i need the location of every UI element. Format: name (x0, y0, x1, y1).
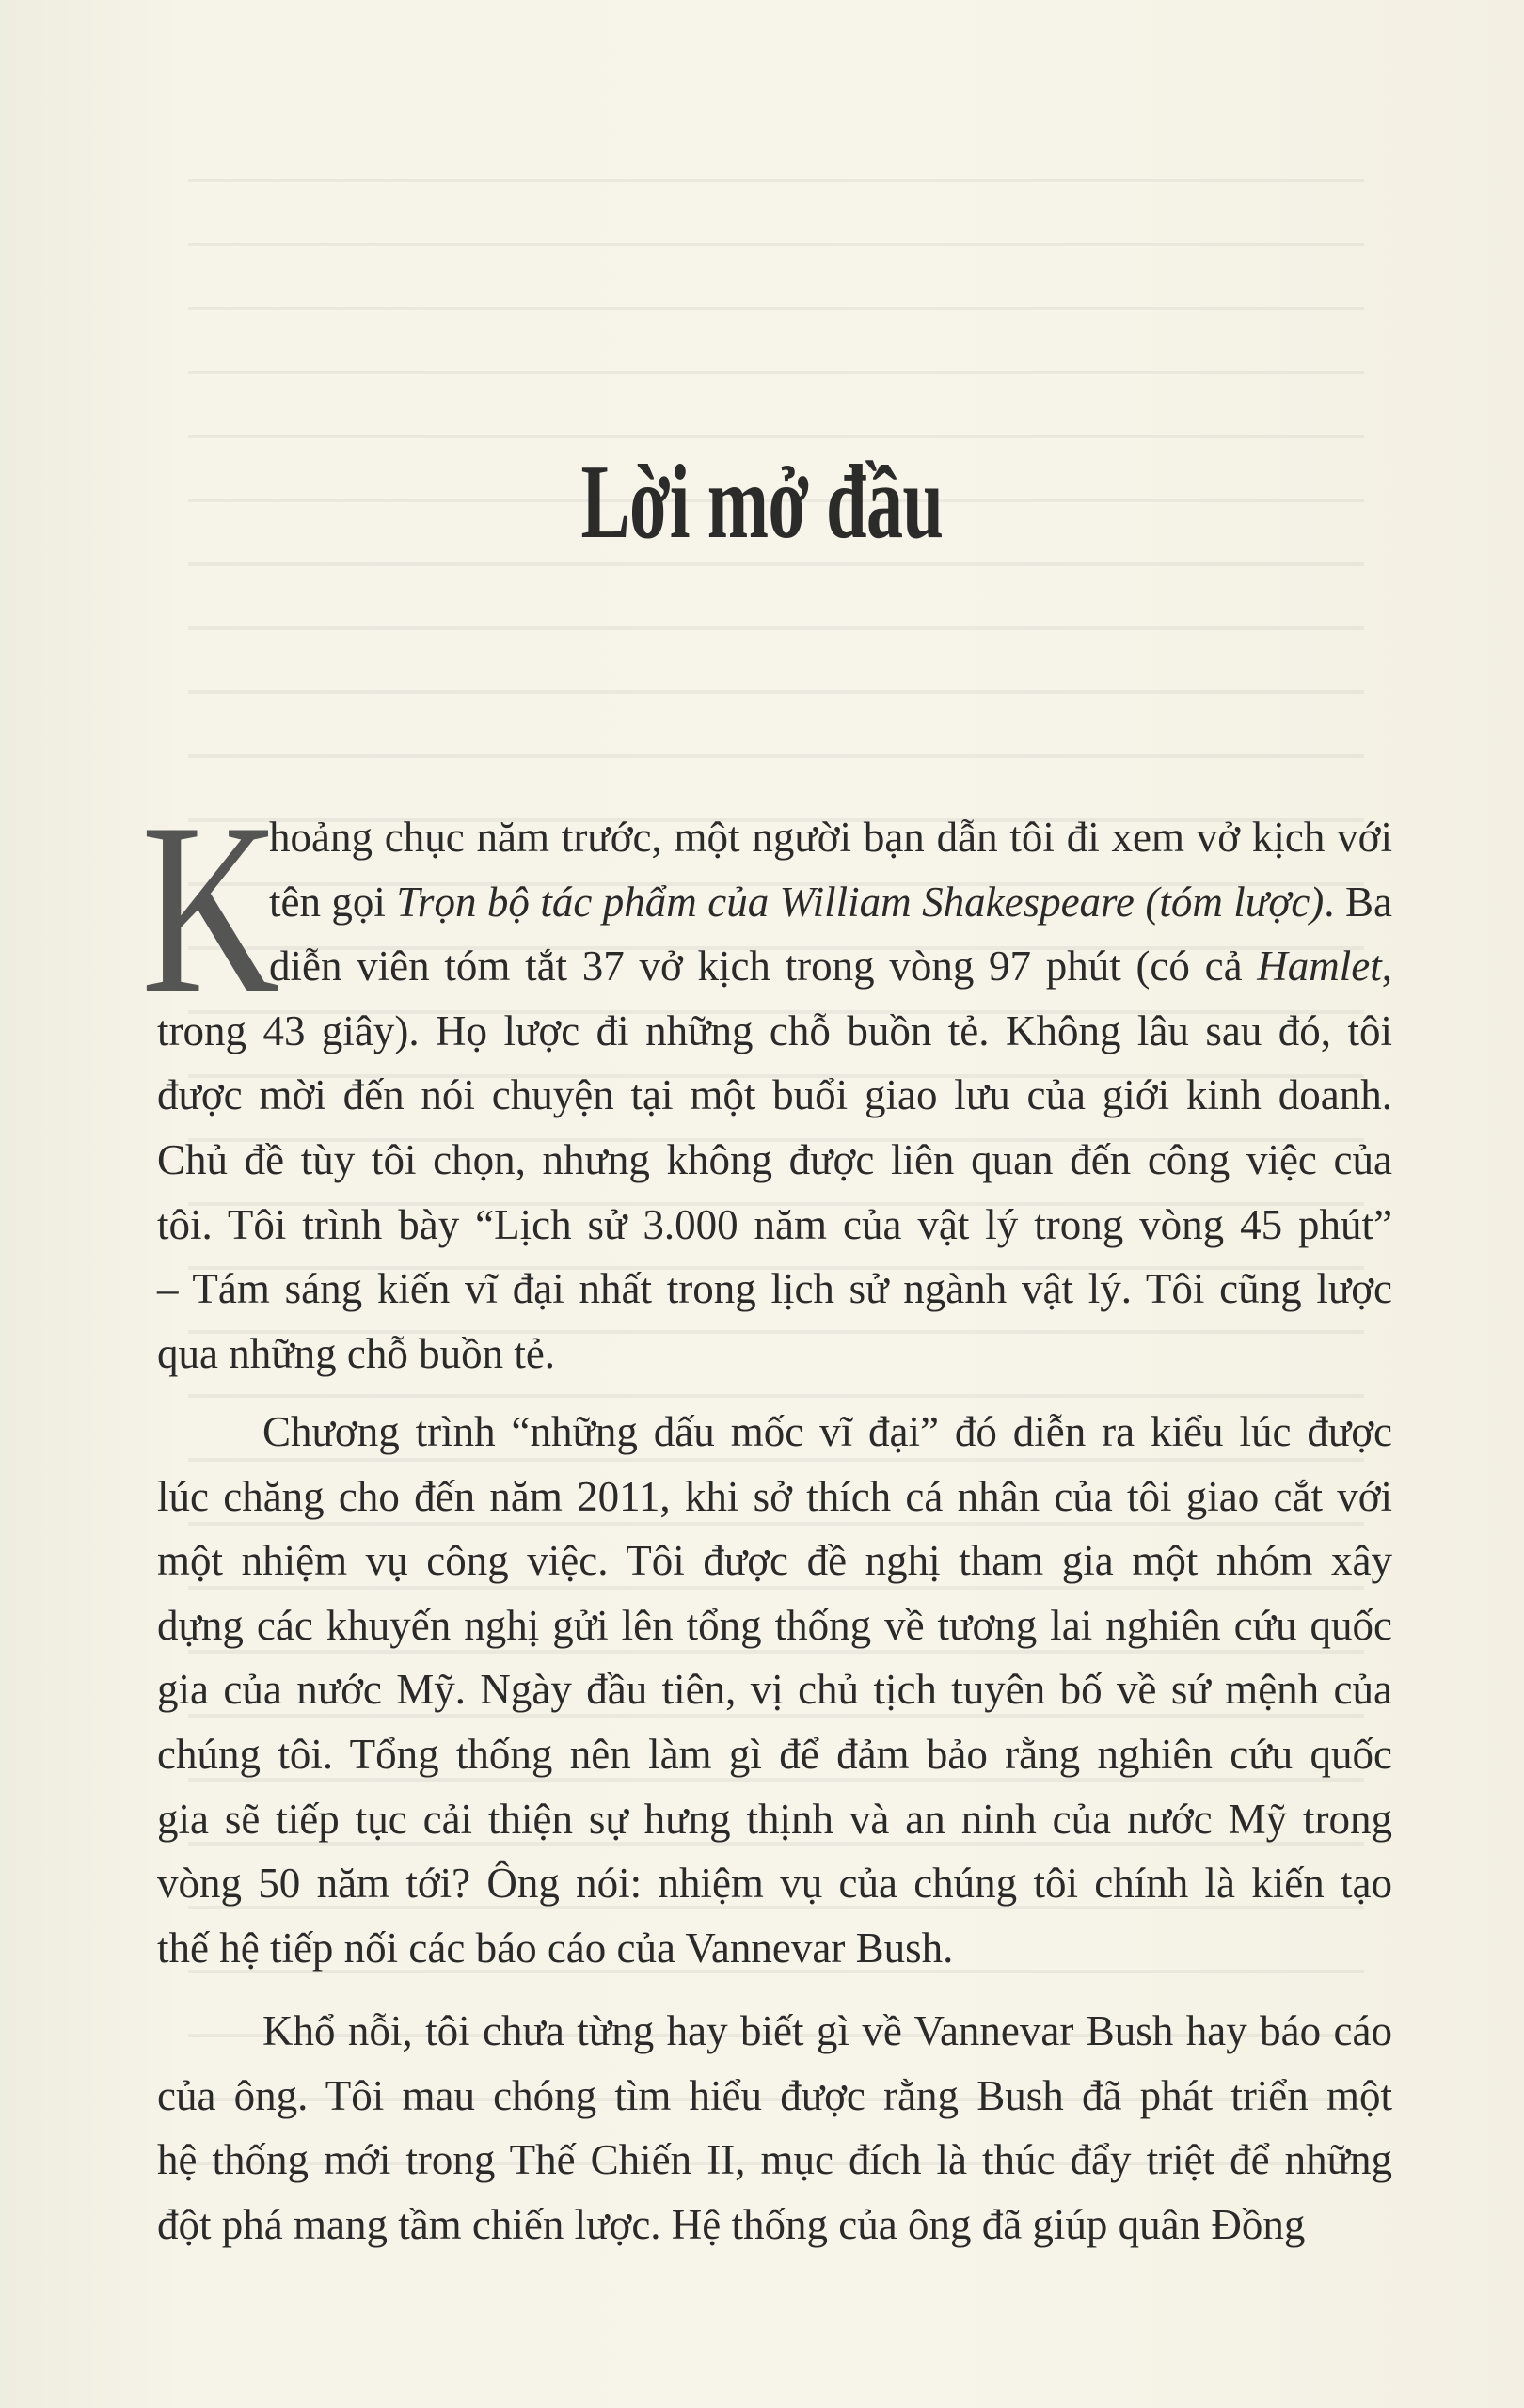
paragraph-1 (157, 805, 1392, 1386)
text-segment: , (1381, 943, 1392, 990)
text-segment: diễn viên tóm tắt 37 vở kịch trong vòng 97 phút (có cả (269, 943, 1258, 990)
chapter-title-text: Lời mở đầu (580, 444, 944, 561)
text-line (157, 1465, 1392, 1529)
text-segment: đột phá mang tầm chiến lược. Hệ thống của ông đã giúp quân Đồng (157, 2200, 1306, 2248)
text-segment: trong 43 giây). Họ lược đi những chỗ buồn tẻ. Không lâu sau đó, tôi (157, 1006, 1392, 1054)
drop-cap: K (141, 772, 280, 1045)
text-line (157, 1529, 1392, 1593)
text-segment: Chủ đề tùy tôi chọn, nhưng không được liên quan đến công việc của (157, 1135, 1392, 1183)
text-segment: gia sẽ tiếp tục cải thiện sự hưng thịnh và an ninh của nước Mỹ trong (157, 1795, 1392, 1843)
text-segment: một nhiệm vụ công việc. Tôi được đề nghị tham gia một nhóm xây (157, 1537, 1392, 1585)
text-segment: hệ thống mới trong Thế Chiến II, mục đích là thúc đẩy triệt để những (157, 2136, 1392, 2184)
text-line (157, 2128, 1392, 2193)
text-line (157, 1657, 1392, 1722)
text-segment: – Tám sáng kiến vĩ đại nhất trong lịch sử ngành vật lý. Tôi cũng lược (157, 1265, 1392, 1313)
text-line (157, 1193, 1392, 1258)
text-segment: Chương trình “những dấu mốc vĩ đại” đó diễn ra kiểu lúc được (262, 1408, 1392, 1455)
text-segment: vòng 50 năm tới? Ông nói: nhiệm vụ của chúng tôi chính là kiến tạo (157, 1860, 1392, 1908)
text-line (157, 2064, 1392, 2129)
paragraph-3 (157, 1999, 1392, 2257)
italic-text: Hamlet (1257, 943, 1382, 990)
text-line (157, 805, 1392, 870)
text-line (157, 2193, 1392, 2258)
text-segment: của ông. Tôi mau chóng tìm hiểu được rằng Bush đã phát triển một (157, 2071, 1392, 2119)
text-line (157, 1593, 1392, 1658)
text-segment: hoảng chục năm trước, một người bạn dẫn tôi đi xem vở kịch với (269, 814, 1392, 861)
text-segment: gia của nước Mỹ. Ngày đầu tiên, vị chủ tịch tuyên bố về sứ mệnh của (157, 1666, 1392, 1714)
text-line (157, 1722, 1392, 1787)
text-line (157, 934, 1392, 999)
text-segment: dựng các khuyến nghị gửi lên tổng thống về tương lai nghiên cứu quốc (157, 1601, 1392, 1649)
text-segment: thế hệ tiếp nối các báo cáo của Vannevar Bush. (157, 1924, 954, 1972)
italic-text: Trọn bộ tác phẩm của William Shakespeare (tóm lược) (396, 878, 1325, 926)
text-segment: được mời đến nói chuyện tại một buổi giao lưu của giới kinh doanh. (157, 1071, 1392, 1119)
text-line (157, 870, 1392, 935)
text-line (157, 1128, 1392, 1193)
text-line (157, 1916, 1392, 1981)
text-line (157, 1999, 1392, 2064)
text-line (157, 1787, 1392, 1852)
text-segment: qua những chỗ buồn tẻ. (157, 1329, 556, 1377)
text-line (157, 1851, 1392, 1916)
paragraph-2 (157, 1400, 1392, 1980)
chapter-title (0, 442, 1524, 563)
text-segment: Khổ nỗi, tôi chưa từng hay biết gì về Vannevar Bush hay báo cáo (262, 2007, 1392, 2054)
text-segment: . Ba (1324, 878, 1392, 926)
text-line (157, 1322, 1392, 1386)
text-line (157, 1257, 1392, 1322)
text-line (157, 1400, 1392, 1465)
text-line (157, 999, 1392, 1064)
text-segment: tôi. Tôi trình bày “Lịch sử 3.000 năm của vật lý trong vòng 45 phút” (157, 1200, 1392, 1248)
text-segment: chúng tôi. Tổng thống nên làm gì để đảm bảo rằng nghiên cứu quốc (157, 1730, 1392, 1778)
text-segment: lúc chăng cho đến năm 2011, khi sở thích cá nhân của tôi giao cắt với (157, 1472, 1392, 1520)
text-line (157, 1063, 1392, 1128)
text-segment: tên gọi (269, 878, 397, 926)
